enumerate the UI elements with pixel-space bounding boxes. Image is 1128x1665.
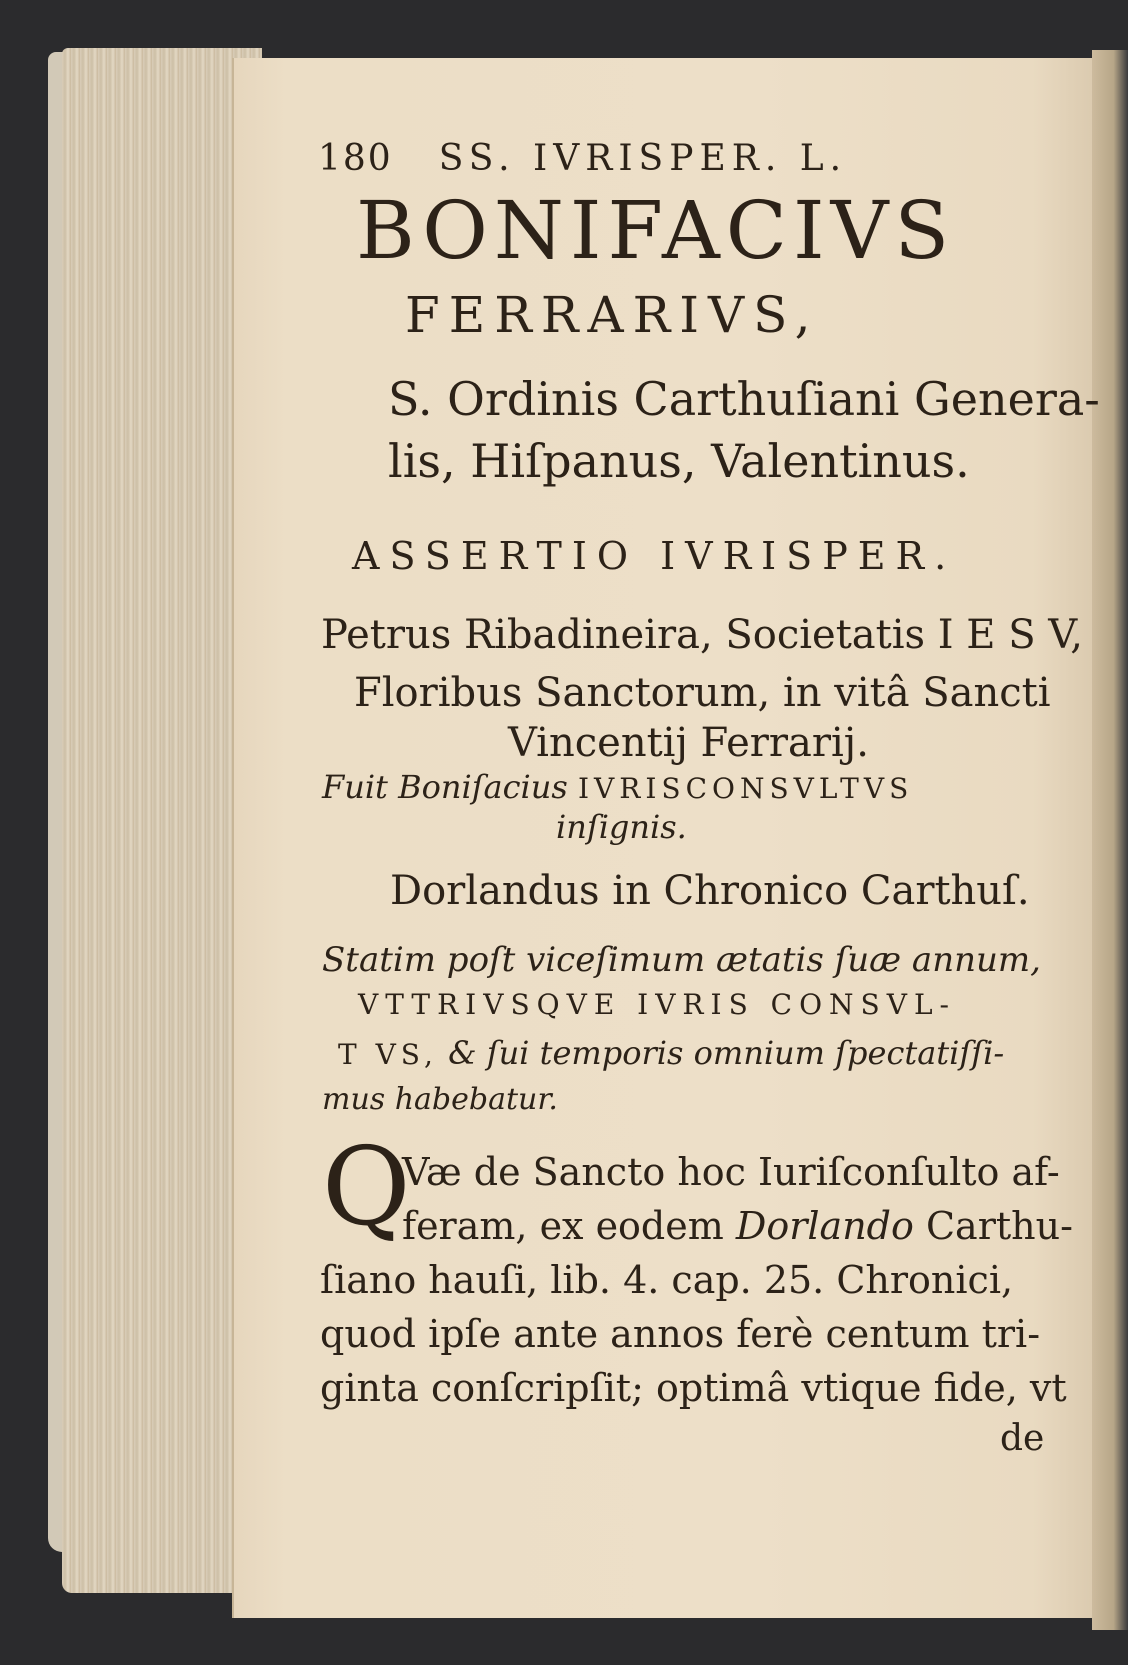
page-number: 180 <box>318 138 393 179</box>
drop-cap: Q <box>322 1125 411 1250</box>
body-line-1: Væ de Sancto hoc Iuriſconſulto af- <box>402 1150 1060 1194</box>
body-line-4: quod ipſe ante annos ferè centum tri- <box>320 1312 1041 1356</box>
quote-1-caps: IVRISCONSVLTVS <box>577 772 914 805</box>
facing-page-edge <box>1092 50 1128 1630</box>
citation-1-line-1: Petrus Ribadineira, Societatis I E S V, <box>321 612 1083 658</box>
quote-1-line-1 <box>322 768 913 806</box>
citation-2: Dorlandus in Chronico Carthuſ. <box>390 868 1030 914</box>
description-line-1: S. Ordinis Carthuſiani Genera- <box>388 372 1100 426</box>
body-line-2-a: feram, ex eodem <box>402 1204 724 1248</box>
quote-2-line-3-italic: & ſui temporis omnium ſpectatiſſi- <box>448 1034 1005 1072</box>
catchword: de <box>1000 1418 1045 1459</box>
quote-2-line-4: mus habebatur. <box>322 1082 558 1117</box>
running-head <box>318 138 847 179</box>
quote-2-line-3-caps: T VS, <box>338 1038 438 1071</box>
body-line-2 <box>402 1204 1073 1248</box>
citation-1-line-2: Floribus Sanctorum, in vitâ Sancti <box>354 670 1051 716</box>
entry-subtitle: FERRARIVS, <box>405 286 820 344</box>
body-line-2-italic: Dorlando <box>735 1204 914 1248</box>
body-line-5: ginta conſcripſit; optimâ vtique fide, vt <box>320 1366 1067 1410</box>
running-title: SS. IVRISPER. L. <box>438 138 848 179</box>
description-line-2: lis, Hiſpanus, Valentinus. <box>388 434 970 488</box>
quote-2-line-3 <box>338 1034 1004 1072</box>
quote-1-italic: Fuit Boniſacius <box>322 768 568 806</box>
section-heading: ASSERTIO IVRISPER. <box>352 534 957 578</box>
entry-title: BONIFACIVS <box>356 184 956 277</box>
body-line-2-b: Carthu- <box>925 1204 1073 1248</box>
quote-1-line-2: inſignis. <box>556 808 687 846</box>
citation-1-line-3: Vincentij Ferrarij. <box>508 720 869 766</box>
quote-2-line-2: VTTRIVSQVE IVRIS CONSVL- <box>358 988 956 1021</box>
body-line-3: ſiano hauſi, lib. 4. cap. 25. Chronici, <box>320 1258 1014 1302</box>
quote-2-line-1: Statim poſt viceſimum ætatis ſuæ annum, <box>322 940 1041 980</box>
